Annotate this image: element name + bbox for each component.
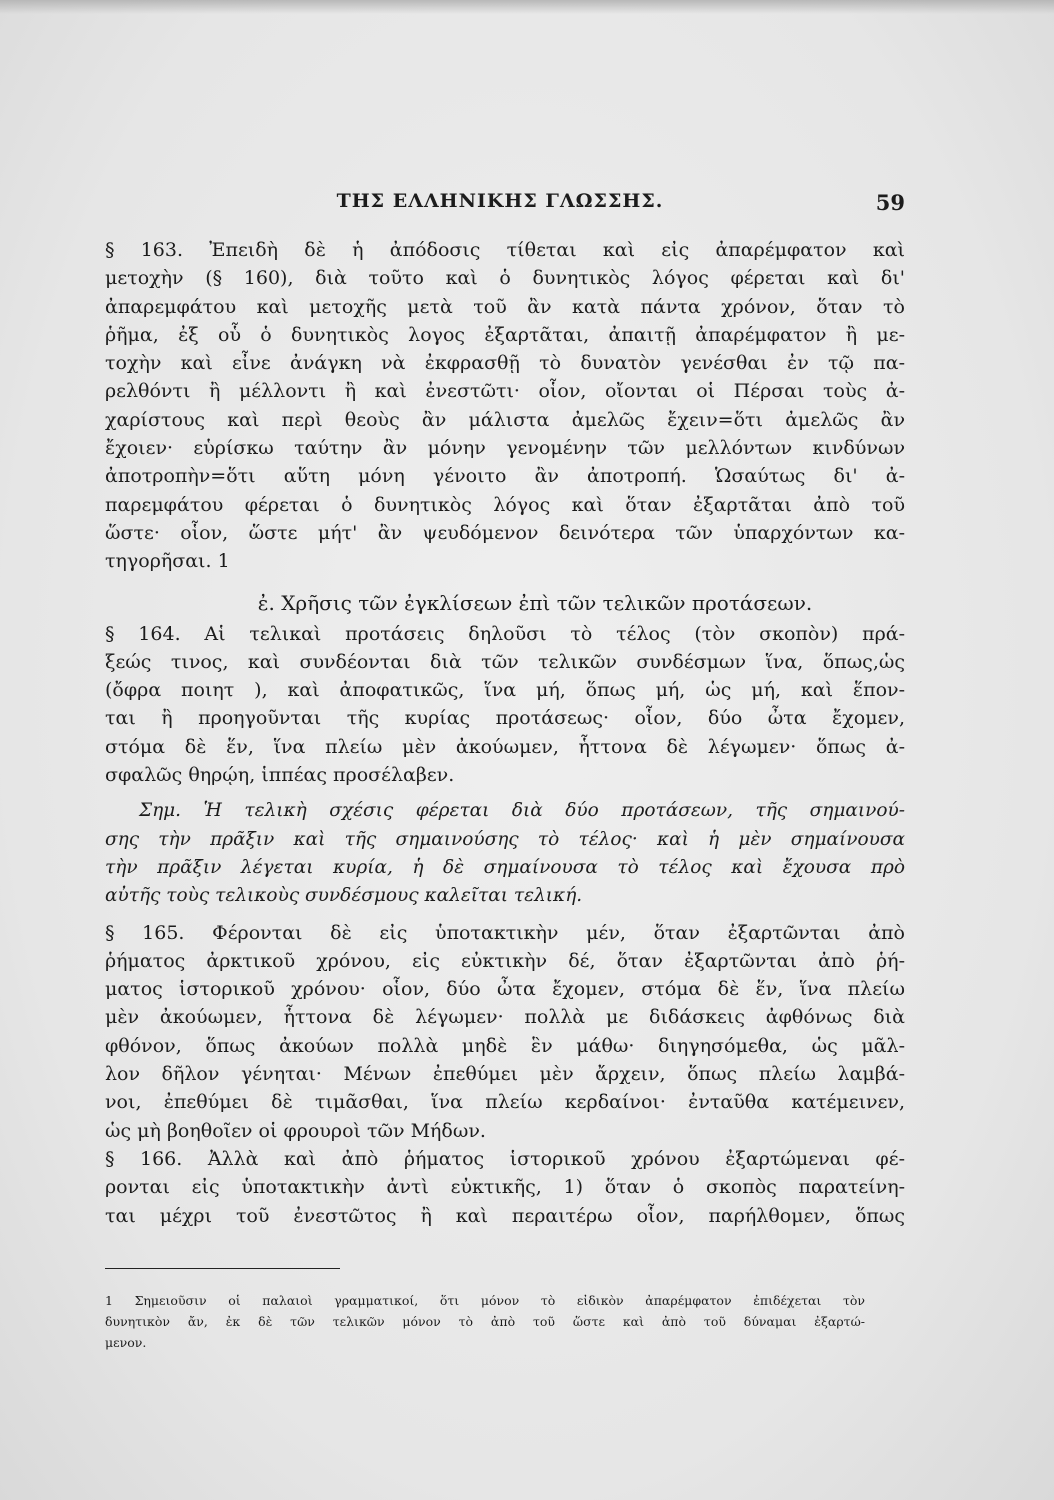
text-line: § 166. Ἀλλὰ καὶ ἀπὸ ῥήματος ἱστορικοῦ χρόνου ἐξαρτώμεναι φέ- (105, 1147, 905, 1170)
text-line: σφαλῶς θηρῴη, ἱππέας προσέλαβεν. (105, 764, 455, 787)
text-line: ρονται εἰς ὑποτακτικὴν ἀντὶ εὐκτικῆς, 1) ὅταν ὁ σκοπὸς παρατείνη- (105, 1176, 905, 1199)
section-heading: ἐ. Χρῆσις τῶν ἐγκλίσεων ἐπὶ τῶν τελικῶν προτάσεων. (257, 590, 813, 615)
text-line: (ὄφρα ποιητ ), καὶ ἀποφατικῶς, ἵνα μή, ὅπως μή, ὡς μή, καὶ ἕπον- (105, 679, 905, 702)
text-line: τοχὴν καὶ εἶνε ἀνάγκη νὰ ἐκφρασθῇ τὸ δυνατὸν γενέσθαι ἐν τῷ πα- (105, 352, 905, 375)
text-line: ὥστε· οἷον, ὥστε μήτ' ἂν ψευδόμενον δεινότερα τῶν ὑπαρχόντων κα- (105, 521, 905, 544)
text-line: μὲν ἀκούωμεν, ἧττονα δὲ λέγωμεν· πολλὰ με διδάσκεις ἀφθόνως διὰ (105, 1006, 905, 1029)
text-line: ῥῆμα, ἐξ οὗ ὁ δυνητικὸς λογος ἐξαρτᾶται, ἀπαιτῇ ἀπαρέμφατον ἢ με- (105, 323, 905, 346)
text-line: ἀποτροπὴν=ὅτι αὕτη μόνη γένοιτο ἂν ἀποτροπή. Ὡσαύτως δι' ἀ- (105, 465, 905, 488)
footnote-rule (105, 1268, 340, 1269)
running-header (105, 190, 905, 224)
note-line: αὐτῆς τοὺς τελικοὺς συνδέσμους καλεῖται τελική. (105, 885, 583, 907)
text-line: ται μέχρι τοῦ ἐνεστῶτος ἢ καὶ περαιτέρω οἷον, παρήλθομεν, ὅπως (105, 1204, 905, 1227)
note-line: τὴν πρᾶξιν λέγεται κυρία, ἡ δὲ σημαίνουσα τὸ τέλος καὶ ἔχουσα πρὸ (105, 856, 905, 878)
text-line: § 164. Αἱ τελικαὶ προτάσεις δηλοῦσι τὸ τέλος (τὸν σκοπὸν) πρά- (105, 622, 905, 645)
page-top-edge (0, 0, 1054, 14)
text-line: λον δῆλον γένηται· Μένων ἐπεθύμει μὲν ἄρχειν, ὅπως πλείω λαμβά- (105, 1063, 905, 1086)
text-line: ὡς μὴ βοηθοῖεν οἱ φρουροὶ τῶν Μήδων. (105, 1119, 486, 1142)
section-165 (105, 919, 905, 1145)
text-line: ρελθόντι ἢ μέλλοντι ἢ καὶ ἐνεστῶτι· οἷον, οἴονται οἱ Πέρσαι τοὺς ἀ- (105, 380, 905, 403)
footnote (105, 1290, 865, 1353)
note-line: σης τὴν πρᾶξιν καὶ τῆς σημαινούσης τὸ τέλος· καὶ ἡ μὲν σημαίνουσα (105, 828, 905, 850)
main-text (105, 236, 905, 1230)
footnote-line: δυνητικὸν ἄν, ἐκ δὲ τῶν τελικῶν μόνον τὸ ἀπὸ τοῦ ὥστε καὶ ἀπὸ τοῦ δύναμαι ἐξαρτώ- (105, 1314, 865, 1329)
text-line: τηγορῆσαι. 1 (105, 550, 230, 573)
text-line: ἔχοιεν· εὑρίσκω ταύτην ἂν μόνην γενομένην τῶν μελλόντων κινδύνων (105, 437, 905, 460)
text-line: § 165. Φέρονται δὲ εἰς ὑποτακτικὴν μέν, ὅταν ἐξαρτῶνται ἀπὸ (105, 921, 905, 944)
section-166 (105, 1145, 905, 1230)
section-164 (105, 620, 905, 790)
text-line: νοι, ἐπεθύμει δὲ τιμᾶσθαι, ἵνα πλείω κερδαίνοι· ἐνταῦθα κατέμεινεν, (105, 1091, 905, 1114)
footnote-line: 1 Σημειοῦσιν οἱ παλαιοὶ γραμματικοί, ὅτι μόνον τὸ εἰδικὸν ἀπαρέμφατον ἐπιδέχεται τὸν (105, 1293, 865, 1308)
text-line: ματος ἱστορικοῦ χρόνου· οἷον, δύο ὦτα ἔχομεν, στόμα δὲ ἕν, ἵνα πλείω (105, 978, 905, 1001)
page-number: 59 (875, 190, 905, 215)
note-line: Σημ. Ἡ τελικὴ σχέσις φέρεται διὰ δύο προτάσεων, τῆς σημαινού- (139, 800, 905, 822)
text-line: στόμα δὲ ἕν, ἵνα πλείω μὲν ἀκούωμεν, ἧττονα δὲ λέγωμεν· ὅπως ἀ- (105, 735, 905, 758)
text-line: ξεώς τινος, καὶ συνδέονται διὰ τῶν τελικῶν συνδέσμων ἵνα, ὅπως,ὡς (105, 650, 905, 673)
footnote-line: μενον. (105, 1335, 147, 1350)
text-line: παρεμφάτου φέρεται ὁ δυνητικὸς λόγος καὶ ὅταν ἐξαρτᾶται ἀπὸ τοῦ (105, 493, 905, 516)
text-line: φθόνον, ὅπως ἀκούων πολλὰ μηδὲ ἓν μάθω· διηγησόμεθα, ὡς μᾶλ- (105, 1034, 905, 1057)
note-block (105, 797, 905, 910)
section-163 (105, 236, 905, 576)
running-title: ΤΗΣ ΕΛΛΗΝΙΚΗΣ ΓΛΩΣΣΗΣ. (336, 190, 664, 212)
text-line: § 163. Ἐπειδὴ δὲ ἡ ἀπόδοσις τίθεται καὶ εἰς ἀπαρέμφατον καὶ (105, 239, 905, 261)
text-line: ἀπαρεμφάτου καὶ μετοχῆς μετὰ τοῦ ἂν κατὰ πάντα χρόνον, ὅταν τὸ (105, 295, 905, 318)
text-line: ῥήματος ἀρκτικοῦ χρόνου, εἰς εὐκτικὴν δέ, ὅταν ἐξαρτῶνται ἀπὸ ῥή- (105, 949, 905, 972)
text-line: ται ἢ προηγοῦνται τῆς κυρίας προτάσεως· οἷον, δύο ὦτα ἔχομεν, (105, 707, 905, 730)
text-line: μετοχὴν (§ 160), διὰ τοῦτο καὶ ὁ δυνητικὸς λόγος φέρεται καὶ δι' (105, 267, 905, 290)
text-line: χαρίστους καὶ περὶ θεοὺς ἂν μάλιστα ἀμελῶς ἔχειν=ὅτι ἀμελῶς ἂν (105, 408, 905, 431)
